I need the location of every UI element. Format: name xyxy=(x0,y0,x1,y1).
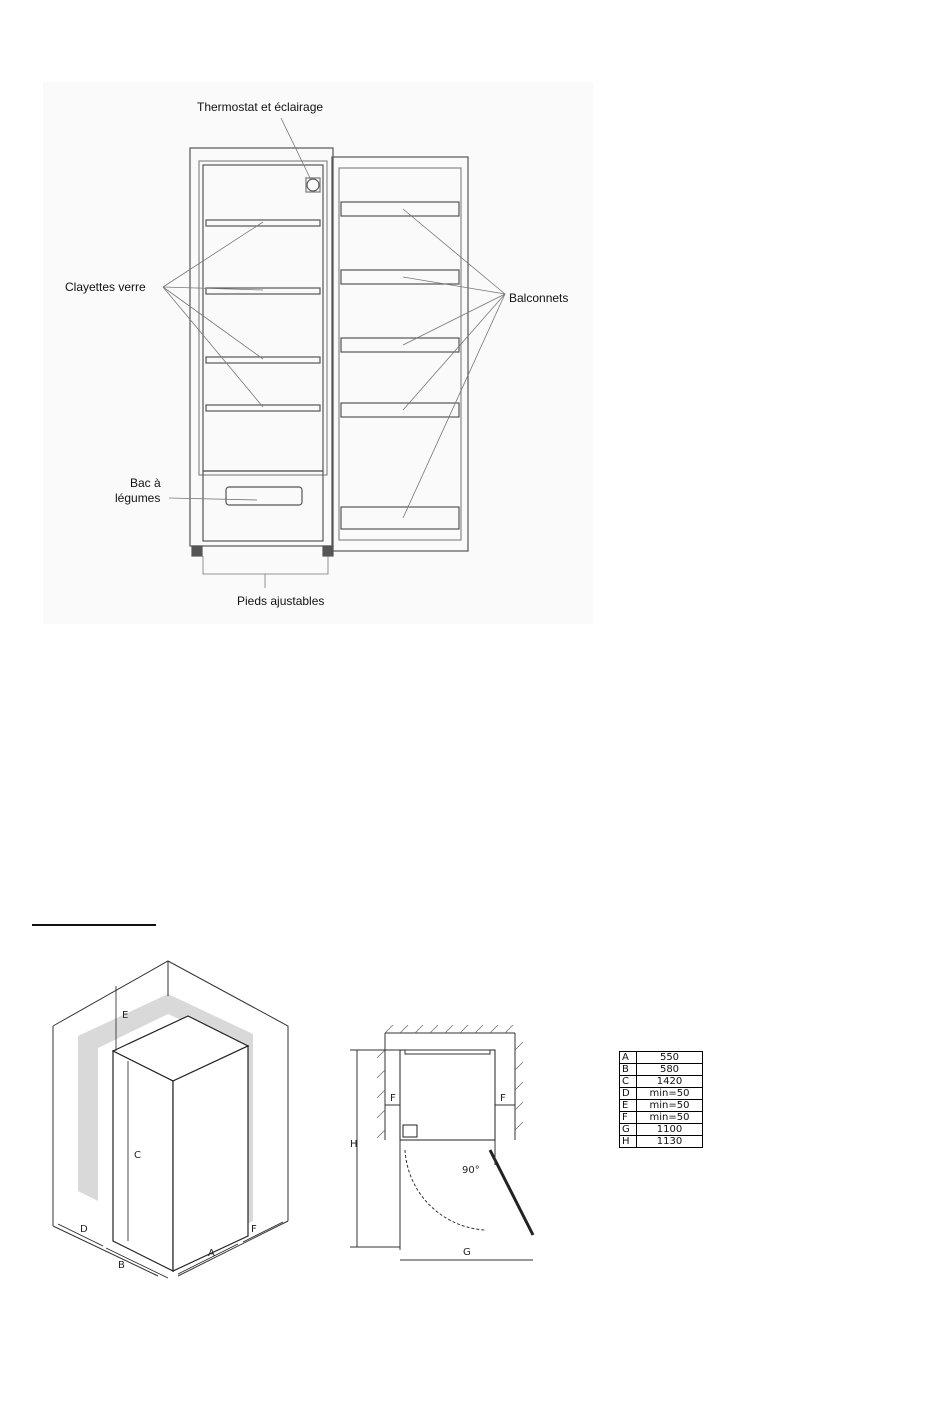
svg-text:C: C xyxy=(134,1150,141,1161)
dimension-row xyxy=(620,1112,703,1124)
feet-label: Pieds ajustables xyxy=(237,594,325,608)
cabinet-body xyxy=(190,148,333,546)
svg-text:B: B xyxy=(118,1260,125,1271)
fridge-drawing xyxy=(43,82,593,624)
thermostat-dial xyxy=(307,179,319,191)
dimension-value: 1100 xyxy=(637,1124,703,1136)
dimension-key: B xyxy=(620,1064,637,1076)
installation-3d-diagram xyxy=(48,956,308,1286)
glass-shelf xyxy=(206,405,320,411)
crisper-handle xyxy=(226,487,302,505)
dimension-value: min=50 xyxy=(637,1112,703,1124)
glass-shelf xyxy=(206,220,320,226)
dimension-key: C xyxy=(620,1076,637,1088)
wall-hatching xyxy=(377,1025,523,1138)
dimension-row xyxy=(620,1088,703,1100)
dimension-value: 1130 xyxy=(637,1136,703,1148)
open-door xyxy=(490,1150,533,1235)
dimension-value: 1420 xyxy=(637,1076,703,1088)
svg-text:D: D xyxy=(80,1224,88,1235)
dimension-key: E xyxy=(620,1100,637,1112)
cabinet-interior xyxy=(203,165,323,471)
door-balcony xyxy=(341,270,459,284)
svg-text:F: F xyxy=(251,1224,257,1235)
svg-text:E: E xyxy=(122,1010,129,1021)
glass-shelves xyxy=(206,220,320,411)
door-balconies xyxy=(341,202,459,529)
crisper-drawer xyxy=(203,471,323,541)
svg-text:G: G xyxy=(463,1247,471,1258)
door-balcony xyxy=(341,202,459,216)
dimension-table xyxy=(619,1051,703,1148)
crisper-label-line1: Bac à xyxy=(130,476,161,490)
door-balcony xyxy=(341,403,459,417)
section-heading-rule xyxy=(32,924,156,926)
dimension-key: H xyxy=(620,1136,637,1148)
dimension-value: min=50 xyxy=(637,1100,703,1112)
svg-text:A: A xyxy=(208,1248,215,1259)
svg-text:F: F xyxy=(500,1093,506,1104)
dimension-key: G xyxy=(620,1124,637,1136)
door-balcony xyxy=(341,338,459,352)
glass-shelf xyxy=(206,357,320,363)
control-panel-icon xyxy=(403,1125,417,1137)
door-swing-arc xyxy=(405,1150,485,1230)
leader-lines xyxy=(163,118,505,588)
dimension-row xyxy=(620,1136,703,1148)
dimension-line-f xyxy=(243,1222,283,1242)
adjustable-foot xyxy=(192,546,202,556)
dimension-row xyxy=(620,1052,703,1064)
dimension-key: F xyxy=(620,1112,637,1124)
dimension-value: min=50 xyxy=(637,1088,703,1100)
dimension-key: A xyxy=(620,1052,637,1064)
door-balcony xyxy=(341,507,459,529)
installation-plan-diagram xyxy=(345,1025,545,1270)
dimension-row xyxy=(620,1076,703,1088)
dimension-row xyxy=(620,1064,703,1076)
svg-text:F: F xyxy=(390,1093,396,1104)
dimension-row xyxy=(620,1100,703,1112)
thermostat-label: Thermostat et éclairage xyxy=(197,100,324,114)
dimension-row xyxy=(620,1124,703,1136)
crisper-label-line2: légumes xyxy=(115,491,161,505)
dimension-value: 550 xyxy=(637,1052,703,1064)
fridge-diagram-panel xyxy=(43,82,593,624)
dimension-value: 580 xyxy=(637,1064,703,1076)
svg-text:H: H xyxy=(350,1139,358,1150)
fridge-box xyxy=(113,1016,248,1271)
door-angle-label: 90° xyxy=(462,1165,480,1176)
balconies-label: Balconnets xyxy=(509,291,569,305)
dimension-key: D xyxy=(620,1088,637,1100)
glass-shelves-label: Clayettes verre xyxy=(65,280,146,294)
